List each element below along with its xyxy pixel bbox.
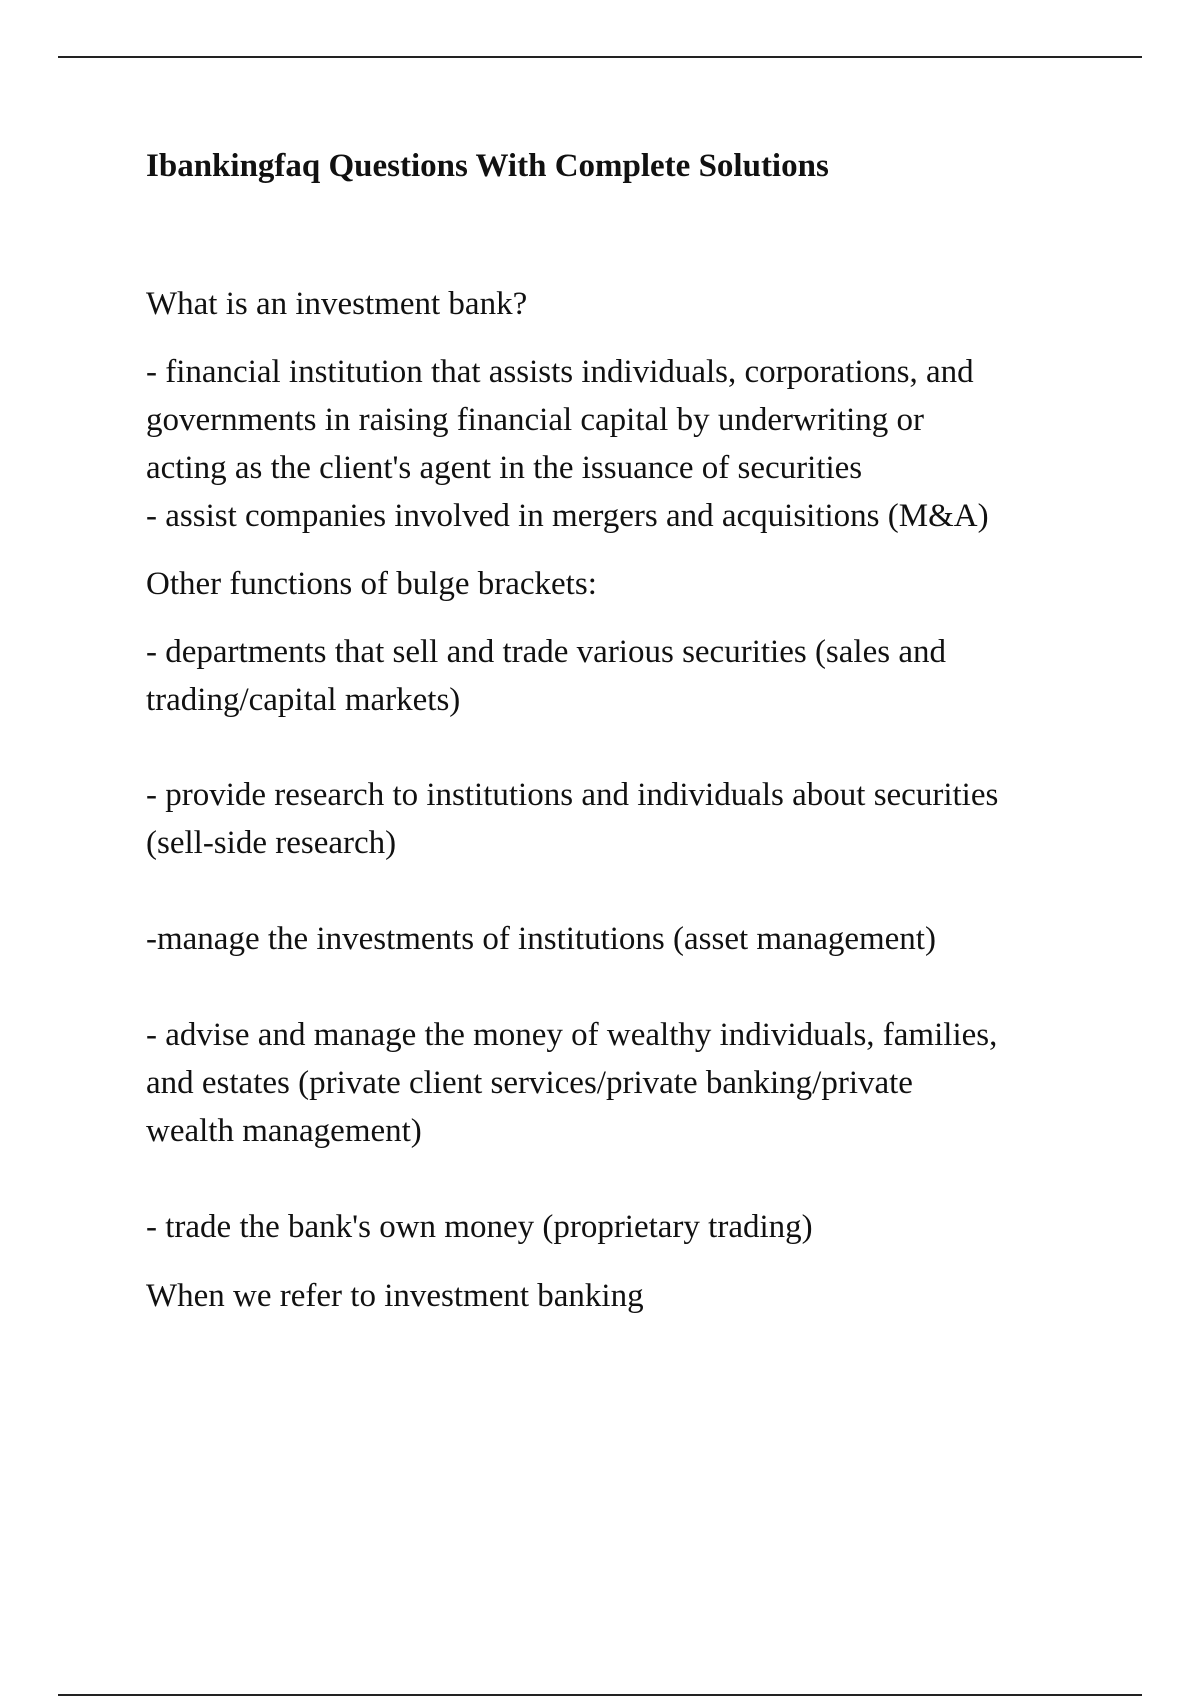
answer-item-research	[146, 771, 1096, 867]
answer-item-asset-management	[146, 915, 1096, 963]
answer-line: -manage the investments of institutions (asset management)	[146, 921, 936, 957]
answer-line: - trade the bank's own money (proprietary trading)	[146, 1209, 813, 1245]
answer-line: - financial institution that assists individuals, corporations, and	[146, 354, 974, 390]
bottom-divider	[58, 1694, 1142, 1696]
answer-line: - assist companies involved in mergers and acquisitions (M&A)	[146, 498, 989, 534]
answer-line: - departments that sell and trade various securities (sales and	[146, 634, 946, 670]
answer-line: acting as the client's agent in the issuance of securities	[146, 450, 863, 486]
answer-line: wealth management)	[146, 1113, 422, 1149]
answer-item-private-banking	[146, 1011, 1096, 1155]
answer-line: trading/capital markets)	[146, 682, 461, 718]
question-bulge-brackets: Other functions of bulge brackets:	[146, 566, 597, 602]
answer-line: - advise and manage the money of wealthy individuals, families,	[146, 1017, 998, 1053]
answer-line: (sell-side research)	[146, 825, 397, 861]
answer-investment-bank	[146, 348, 1096, 540]
answer-line: governments in raising financial capital by underwriting or	[146, 402, 925, 438]
question-investment-bank: What is an investment bank?	[146, 286, 528, 322]
answer-item-proprietary-trading	[146, 1203, 1096, 1251]
answer-line: and estates (private client services/private banking/private	[146, 1065, 913, 1101]
document-title: Ibankingfaq Questions With Complete Solutions	[146, 148, 829, 184]
answer-line: - provide research to institutions and individuals about securities	[146, 777, 999, 813]
question-investment-banking: When we refer to investment banking	[146, 1278, 644, 1314]
top-divider	[58, 56, 1142, 58]
answer-item-sales-trading	[146, 628, 1096, 724]
